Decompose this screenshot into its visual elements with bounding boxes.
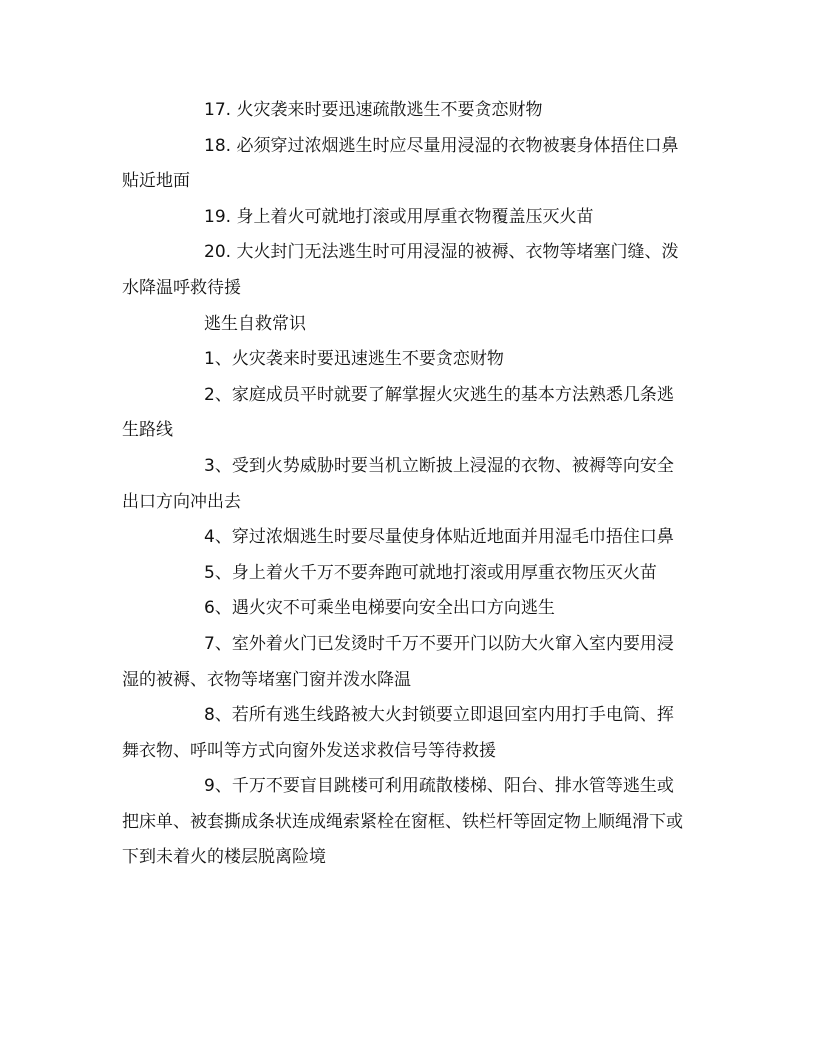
tip-item-3: 3、受到火势威胁时要当机立断披上浸湿的衣物、被褥等向安全出口方向冲出去 — [122, 455, 674, 512]
tip-item-8: 8、若所有逃生线路被大火封锁要立即退回室内用打手电筒、挥舞衣物、呼叫等方式向窗外发送求救信号等待救援 — [122, 705, 674, 761]
document-body — [122, 93, 690, 876]
tip-item-7: 7、室外着火门已发烫时千万不要开门以防大火窜入室内要用浸湿的被褥、衣物等堵塞门窗并泼水降温 — [122, 633, 674, 690]
tip-item-6: 6、遇火灾不可乘坐电梯要向安全出口方向逃生 — [204, 598, 555, 619]
tip-item-9: 9、千万不要盲目跳楼可利用疏散楼梯、阳台、排水管等逃生或把床单、被套撕成条状连成绳索紧栓在窗框、铁栏杆等固定物上顺绳滑下或下到未着火的楼层脱离险境 — [122, 776, 683, 868]
paragraph-item-19: 19. 身上着火可就地打滚或用厚重衣物覆盖压灭火苗 — [204, 206, 594, 227]
tip-item-1: 1、火灾袭来时要迅速逃生不要贪恋财物 — [204, 349, 504, 370]
tip-item-2: 2、家庭成员平时就要了解掌握火灾逃生的基本方法熟悉几条逃生路线 — [122, 384, 674, 441]
tip-item-5: 5、身上着火千万不要奔跑可就地打滚或用厚重衣物压灭火苗 — [204, 562, 657, 583]
section-heading: 逃生自救常识 — [204, 313, 306, 334]
paragraph-item-18: 18. 必须穿过浓烟逃生时应尽量用浸湿的衣物被裹身体捂住口鼻贴近地面 — [122, 135, 679, 192]
paragraph-item-17: 17. 火灾袭来时要迅速疏散逃生不要贪恋财物 — [204, 100, 543, 120]
tip-item-4: 4、穿过浓烟逃生时要尽量使身体贴近地面并用湿毛巾捂住口鼻 — [204, 527, 674, 548]
paragraph-item-20: 20. 大火封门无法逃生时可用浸湿的被褥、衣物等堵塞门缝、泼水降温呼救待援 — [122, 242, 679, 298]
